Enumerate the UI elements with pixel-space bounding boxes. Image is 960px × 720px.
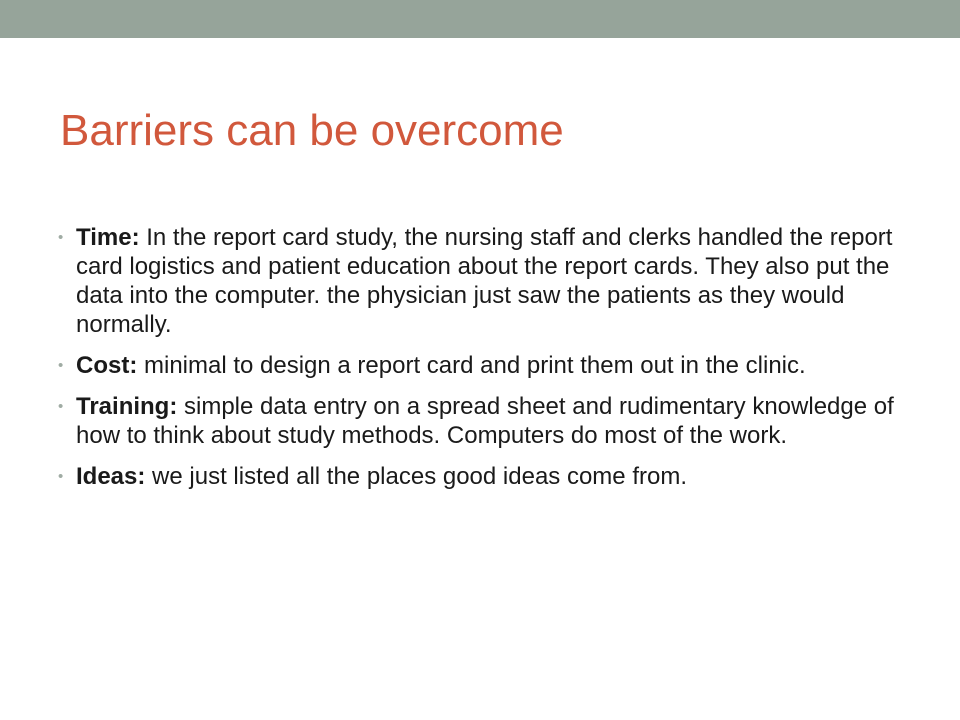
top-accent-bar (0, 0, 960, 38)
bullet-icon: • (58, 229, 64, 246)
bullet-text: In the report card study, the nursing staff and clerks handled the report card logistics and patient education about the report cards. They also put the data into the computer. the physician just saw the patients as they would normally. (76, 224, 893, 338)
slide-title: Barriers can be overcome (60, 106, 564, 155)
bullet-term: Training: (76, 393, 178, 420)
bullet-item-time (58, 223, 908, 339)
bullet-text: simple data entry on a spread sheet and rudimentary knowledge of how to think about study methods. Computers do most of the work. (76, 393, 894, 449)
bullet-icon: • (58, 398, 64, 415)
bullet-icon: • (58, 357, 64, 374)
bullet-text: we just listed all the places good ideas come from. (145, 463, 687, 490)
bullet-icon: • (58, 468, 64, 485)
bullet-item-training (58, 392, 908, 450)
bullet-item-cost (58, 351, 908, 380)
bullet-term: Time: (76, 224, 140, 251)
bullet-term: Ideas: (76, 463, 146, 490)
bullet-text: minimal to design a report card and print them out in the clinic. (137, 352, 806, 379)
bullet-list (58, 223, 908, 503)
bullet-term: Cost: (76, 352, 138, 379)
bullet-item-ideas (58, 462, 908, 491)
